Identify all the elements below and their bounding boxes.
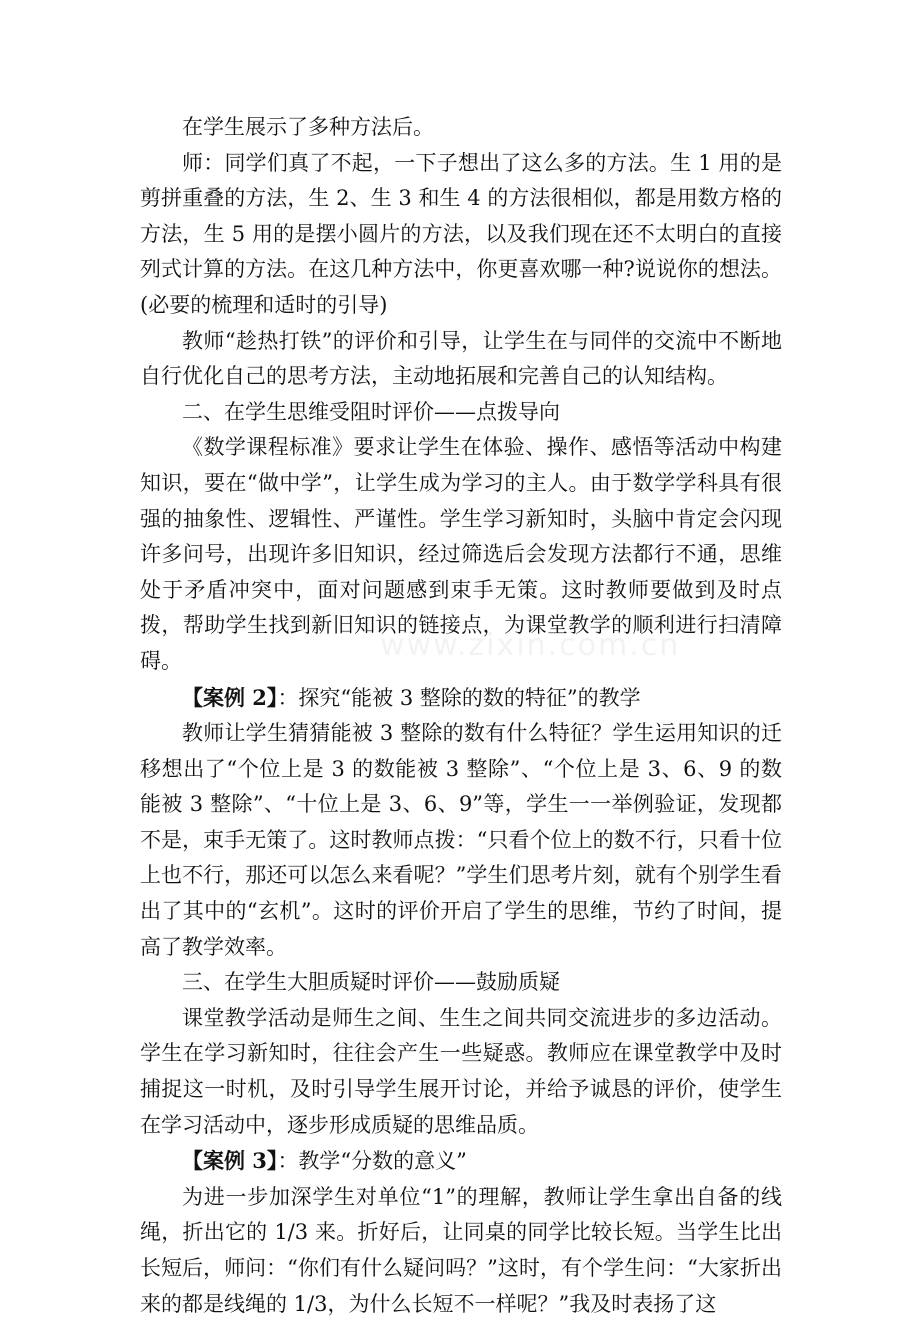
paragraph-classroom-activity: 课堂教学活动是师生之间、生生之间共同交流进步的多边活动。学生在学习新知时，往往会产生一些疑惑。教师应在课堂教学中及时捕捉这一时机，及时引导学生展开讨论，并给予诚恳的评价，使学生在学习活动中，逐步形成质疑的思维品质。 [140,1005,782,1137]
case-3-heading [140,1143,782,1180]
case-3-label: 【案例 3】 [182,1148,278,1174]
paragraph-teacher-speech: 师：同学们真了不起，一下子想出了这么多的方法。生 1 用的是剪拼重叠的方法，生 2、生 3 和生 4 的方法很相似，都是用数方格的方法，生 5 用的是摆小圆片的方法，以及我们现在还不太明白的直接列式计算的方法。在这几种方法中，你更喜欢哪一种?说说你的想法。(必要的梳理和适时的引导) [140,150,782,317]
document-body [140,110,782,1322]
case-2-title: ：探究“能被 3 整除的数的特征”的教学 [277,685,641,710]
paragraph-1: 在学生展示了多种方法后。 [182,115,434,139]
case-2-label: 【案例 2】 [182,684,278,710]
case-3-title: ：教学“分数的意义” [277,1149,467,1174]
section-heading-3: 三、在学生大胆质疑时评价——鼓励质疑 [182,970,560,995]
paragraph-case-3: 为进一步加深学生对单位“1”的理解，教师让学生拿出自备的线绳，折出它的 1/3 来。折好后，让同桌的同学比较长短。当学生比出长短后，师问：“你们有什么疑问吗？”这时，有个学生问：“大家折出来的都是线绳的 1/3，为什么长短不一样呢？”我及时表扬了这 [140,1184,782,1316]
case-2-heading [140,680,782,717]
paragraph-evaluation: 教师“趁热打铁”的评价和引导，让学生在与同伴的交流中不断地自行优化自己的思考方法，主动地拓展和完善自己的认知结构。 [140,328,782,389]
section-heading-2: 二、在学生思维受阻时评价——点拨导向 [182,399,560,424]
watermark: www.zixin.com.cn [380,628,681,663]
paragraph-case-2: 教师让学生猜猜能被 3 整除的数有什么特征？学生运用知识的迁移想出了“个位上是 3 的数能被 3 整除”、“个位上是 3、6、9 的数能被 3 整除”、“十位上是 3、6、9”等，学生一一举例验证，发现都不是，束手无策了。这时教师点拨：“只看个位上的数不行，只看十位上也不行，那还可以怎么来看呢？”学生们思考片刻，就有个别学生看出了其中的“玄机”。这时的评价开启了学生的思维，节约了时间，提高了教学效率。 [140,721,782,959]
paragraph-curriculum-standard: 《数学课程标准》要求让学生在体验、操作、感悟等活动中构建知识，要在“做中学”，让学生成为学习的主人。由于数学学科具有很强的抽象性、逻辑性、严谨性。学生学习新知时，头脑中肯定会闪现许多问号，出现许多旧知识，经过筛选后会发现方法都行不通，思维处于矛盾冲突中，面对问题感到束手无策。这时教师要做到及时点拨，帮助学生找到新旧知识的链接点，为课堂教学的顺利进行扫清障碍。 [140,435,782,673]
